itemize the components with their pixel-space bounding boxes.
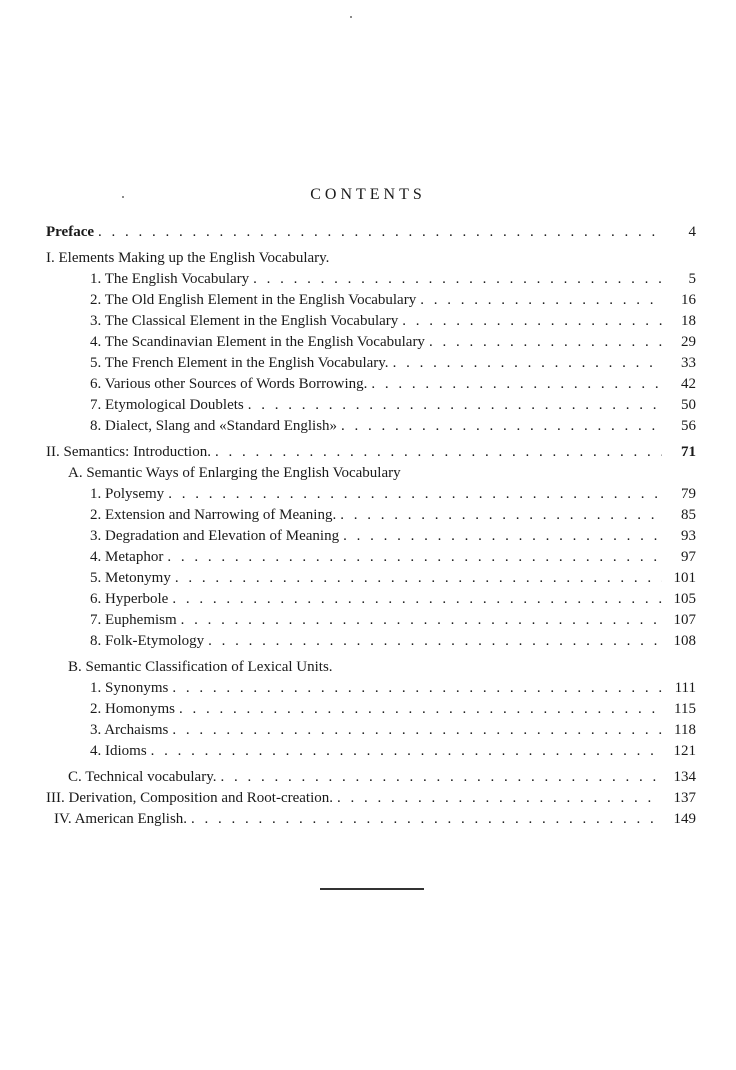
toc-entry[interactable] xyxy=(46,741,696,762)
toc-entry-label xyxy=(90,699,175,720)
toc-part-entry[interactable] xyxy=(46,809,696,830)
toc-entry-label: B. Semantic Classification of Lexical Units. xyxy=(68,659,333,675)
toc-page-number: 101 xyxy=(673,570,696,586)
dot-leader xyxy=(248,395,662,416)
toc-entry-title: Polysemy xyxy=(105,486,165,502)
toc-entry[interactable] xyxy=(46,720,696,741)
toc-page-number: 115 xyxy=(674,701,696,717)
toc-entry-number: 7. xyxy=(90,397,102,413)
toc-entry-label: A. Semantic Ways of Enlarging the English Vocabulary xyxy=(68,465,401,481)
toc-entry-title: Degradation and Elevation of Meaning xyxy=(105,528,340,544)
toc-entry-title: Extension and Narrowing of Meaning. xyxy=(105,507,337,523)
toc-entry-number: 6. xyxy=(90,376,102,392)
toc-section-entry[interactable] xyxy=(46,767,696,788)
dot-leader xyxy=(172,678,662,699)
toc-page-number: 16 xyxy=(681,292,696,308)
toc-page-number: 33 xyxy=(681,355,696,371)
contents-title: CONTENTS xyxy=(310,186,426,203)
toc-entry-title: Hyperbole xyxy=(105,591,169,607)
toc-entry-number: 3. xyxy=(90,722,102,738)
toc-entry-label xyxy=(90,526,339,547)
toc-entry-title: Metaphor xyxy=(105,549,164,565)
toc-entry[interactable] xyxy=(46,484,696,505)
toc-entry-label xyxy=(90,395,244,416)
toc-page-number: 111 xyxy=(674,680,696,696)
dot-leader xyxy=(181,610,662,631)
toc-entry[interactable] xyxy=(46,353,696,374)
dot-leader xyxy=(167,547,662,568)
toc-entry[interactable] xyxy=(46,610,696,631)
toc-entry-title: The French Element in the English Vocabulary. xyxy=(104,355,389,371)
toc-part-heading xyxy=(46,248,696,269)
toc-page-number: 85 xyxy=(681,507,696,523)
toc-page-number: 134 xyxy=(673,769,696,785)
toc-entry-title: Etymological Doublets xyxy=(105,397,244,413)
toc-entry-title: Homonyms xyxy=(105,701,176,717)
dot-leader xyxy=(179,699,662,720)
toc-entry-label xyxy=(90,568,171,589)
toc-entry-label xyxy=(90,353,389,374)
toc-entry-label xyxy=(90,505,336,526)
dot-leader xyxy=(215,442,662,463)
dot-leader xyxy=(343,526,662,547)
toc-entry-number: 1. xyxy=(90,680,102,696)
toc-entry-number: 3. xyxy=(90,313,102,329)
toc-page-number: 5 xyxy=(688,271,696,287)
paper-speck xyxy=(350,16,352,18)
toc-page-number: 107 xyxy=(673,612,696,628)
toc-entry-number: 2. xyxy=(90,701,102,717)
toc-part-entry[interactable] xyxy=(46,442,696,463)
table-of-contents xyxy=(46,222,696,830)
dot-leader xyxy=(172,589,662,610)
toc-entry-number: 4. xyxy=(90,743,102,759)
toc-entry-title: Archaisms xyxy=(104,722,169,738)
toc-entry-title: The Old English Element in the English Vocabulary xyxy=(104,292,417,308)
toc-entry-number: 5. xyxy=(90,570,102,586)
toc-entry-label: Preface xyxy=(46,224,95,240)
toc-entry-title: Dialect, Slang and «Standard English» xyxy=(105,418,338,434)
toc-entry-label xyxy=(90,589,168,610)
toc-entry[interactable] xyxy=(46,568,696,589)
toc-page-number: 149 xyxy=(673,811,696,827)
toc-entry[interactable] xyxy=(46,505,696,526)
toc-page-number: 137 xyxy=(673,790,696,806)
toc-entry-label xyxy=(90,720,168,741)
toc-page-number: 18 xyxy=(681,313,696,329)
toc-entry-label xyxy=(90,484,164,505)
toc-page-number: 121 xyxy=(673,743,696,759)
toc-page-number: 105 xyxy=(673,591,696,607)
toc-entry-number: 7. xyxy=(90,612,102,628)
toc-entry-number: 6. xyxy=(90,591,102,607)
toc-entry-title: Various other Sources of Words Borrowing. xyxy=(104,376,368,392)
dot-leader xyxy=(253,269,662,290)
dot-leader xyxy=(341,416,662,437)
toc-entry-title: Folk-Etymology xyxy=(105,633,205,649)
dot-leader xyxy=(371,374,662,395)
toc-part-entry[interactable] xyxy=(46,788,696,809)
toc-entry-label xyxy=(90,741,147,762)
toc-entry[interactable] xyxy=(46,290,696,311)
toc-entry[interactable] xyxy=(46,547,696,568)
dot-leader xyxy=(191,809,662,830)
dot-leader xyxy=(175,568,662,589)
dot-leader xyxy=(393,353,662,374)
toc-entry[interactable] xyxy=(46,332,696,353)
toc-entry-title: Synonyms xyxy=(105,680,169,696)
toc-entry[interactable] xyxy=(46,589,696,610)
toc-entry-number: 4. xyxy=(90,549,102,565)
toc-entry[interactable] xyxy=(46,699,696,720)
toc-entry-label xyxy=(90,678,168,699)
toc-entry-number: 1. xyxy=(90,271,102,287)
toc-entry-number: 5. xyxy=(90,355,102,371)
toc-entry-label: IV. American English. xyxy=(54,811,188,827)
toc-entry-title: The English Vocabulary xyxy=(104,271,250,287)
toc-page-number: 56 xyxy=(681,418,696,434)
toc-entry-number: 2. xyxy=(90,292,102,308)
toc-entry-number: 2. xyxy=(90,507,102,523)
dot-leader xyxy=(172,720,662,741)
dot-leader xyxy=(429,332,662,353)
toc-page-number: 97 xyxy=(681,549,696,565)
toc-entry[interactable] xyxy=(46,416,696,437)
toc-entry-label xyxy=(90,547,163,568)
dot-leader xyxy=(337,788,662,809)
dot-leader xyxy=(340,505,662,526)
toc-entry[interactable] xyxy=(46,678,696,699)
toc-entry[interactable] xyxy=(46,311,696,332)
toc-entry-label xyxy=(90,332,425,353)
toc-page-number: 71 xyxy=(681,444,696,460)
toc-entry-title: The Classical Element in the English Vocabulary xyxy=(104,313,399,329)
toc-entry-number: 3. xyxy=(90,528,102,544)
dot-leader xyxy=(168,484,662,505)
toc-entry[interactable] xyxy=(46,374,696,395)
toc-entry-number: 1. xyxy=(90,486,102,502)
toc-entry-label: C. Technical vocabulary. xyxy=(68,769,217,785)
toc-page-number: 93 xyxy=(681,528,696,544)
toc-entry-label xyxy=(90,416,337,437)
toc-section-heading xyxy=(46,463,696,484)
toc-entry-label xyxy=(90,610,177,631)
toc-entry-number: 8. xyxy=(90,418,102,434)
toc-page-number: 118 xyxy=(674,722,696,738)
dot-leader xyxy=(220,767,662,788)
toc-entry-title: Metonymy xyxy=(105,570,171,586)
dot-leader xyxy=(402,311,662,332)
toc-entry-label xyxy=(90,311,398,332)
toc-page-number: 4 xyxy=(688,224,696,240)
toc-entry-label: II. Semantics: Introduction. xyxy=(46,444,211,460)
toc-page-number: 79 xyxy=(681,486,696,502)
dot-leader xyxy=(208,631,662,652)
toc-entry[interactable] xyxy=(46,269,696,290)
toc-entry[interactable] xyxy=(46,395,696,416)
dot-leader xyxy=(151,741,662,762)
toc-entry-preface[interactable] xyxy=(46,222,696,243)
toc-section-heading xyxy=(46,657,696,678)
toc-entry-label: I. Elements Making up the English Vocabulary. xyxy=(46,250,330,266)
toc-entry-number: 8. xyxy=(90,633,102,649)
toc-page-number: 50 xyxy=(681,397,696,413)
toc-entry-label xyxy=(90,269,249,290)
toc-entry-title: Idioms xyxy=(105,743,147,759)
end-rule-divider xyxy=(320,888,424,890)
toc-entry-label xyxy=(90,290,416,311)
toc-entry-number: 4. xyxy=(90,334,102,350)
toc-entry-label: III. Derivation, Composition and Root-creation. xyxy=(46,790,334,806)
toc-entry-title: The Scandinavian Element in the English Vocabulary xyxy=(104,334,425,350)
dot-leader xyxy=(420,290,662,311)
toc-entry-label xyxy=(90,374,367,395)
toc-entry-title: Euphemism xyxy=(105,612,177,628)
toc-entry[interactable] xyxy=(46,526,696,547)
toc-page-number: 29 xyxy=(681,334,696,350)
toc-page-number: 108 xyxy=(673,633,696,649)
dot-leader xyxy=(98,222,662,243)
toc-entry[interactable] xyxy=(46,631,696,652)
toc-entry-label xyxy=(90,631,204,652)
toc-page-number: 42 xyxy=(681,376,696,392)
